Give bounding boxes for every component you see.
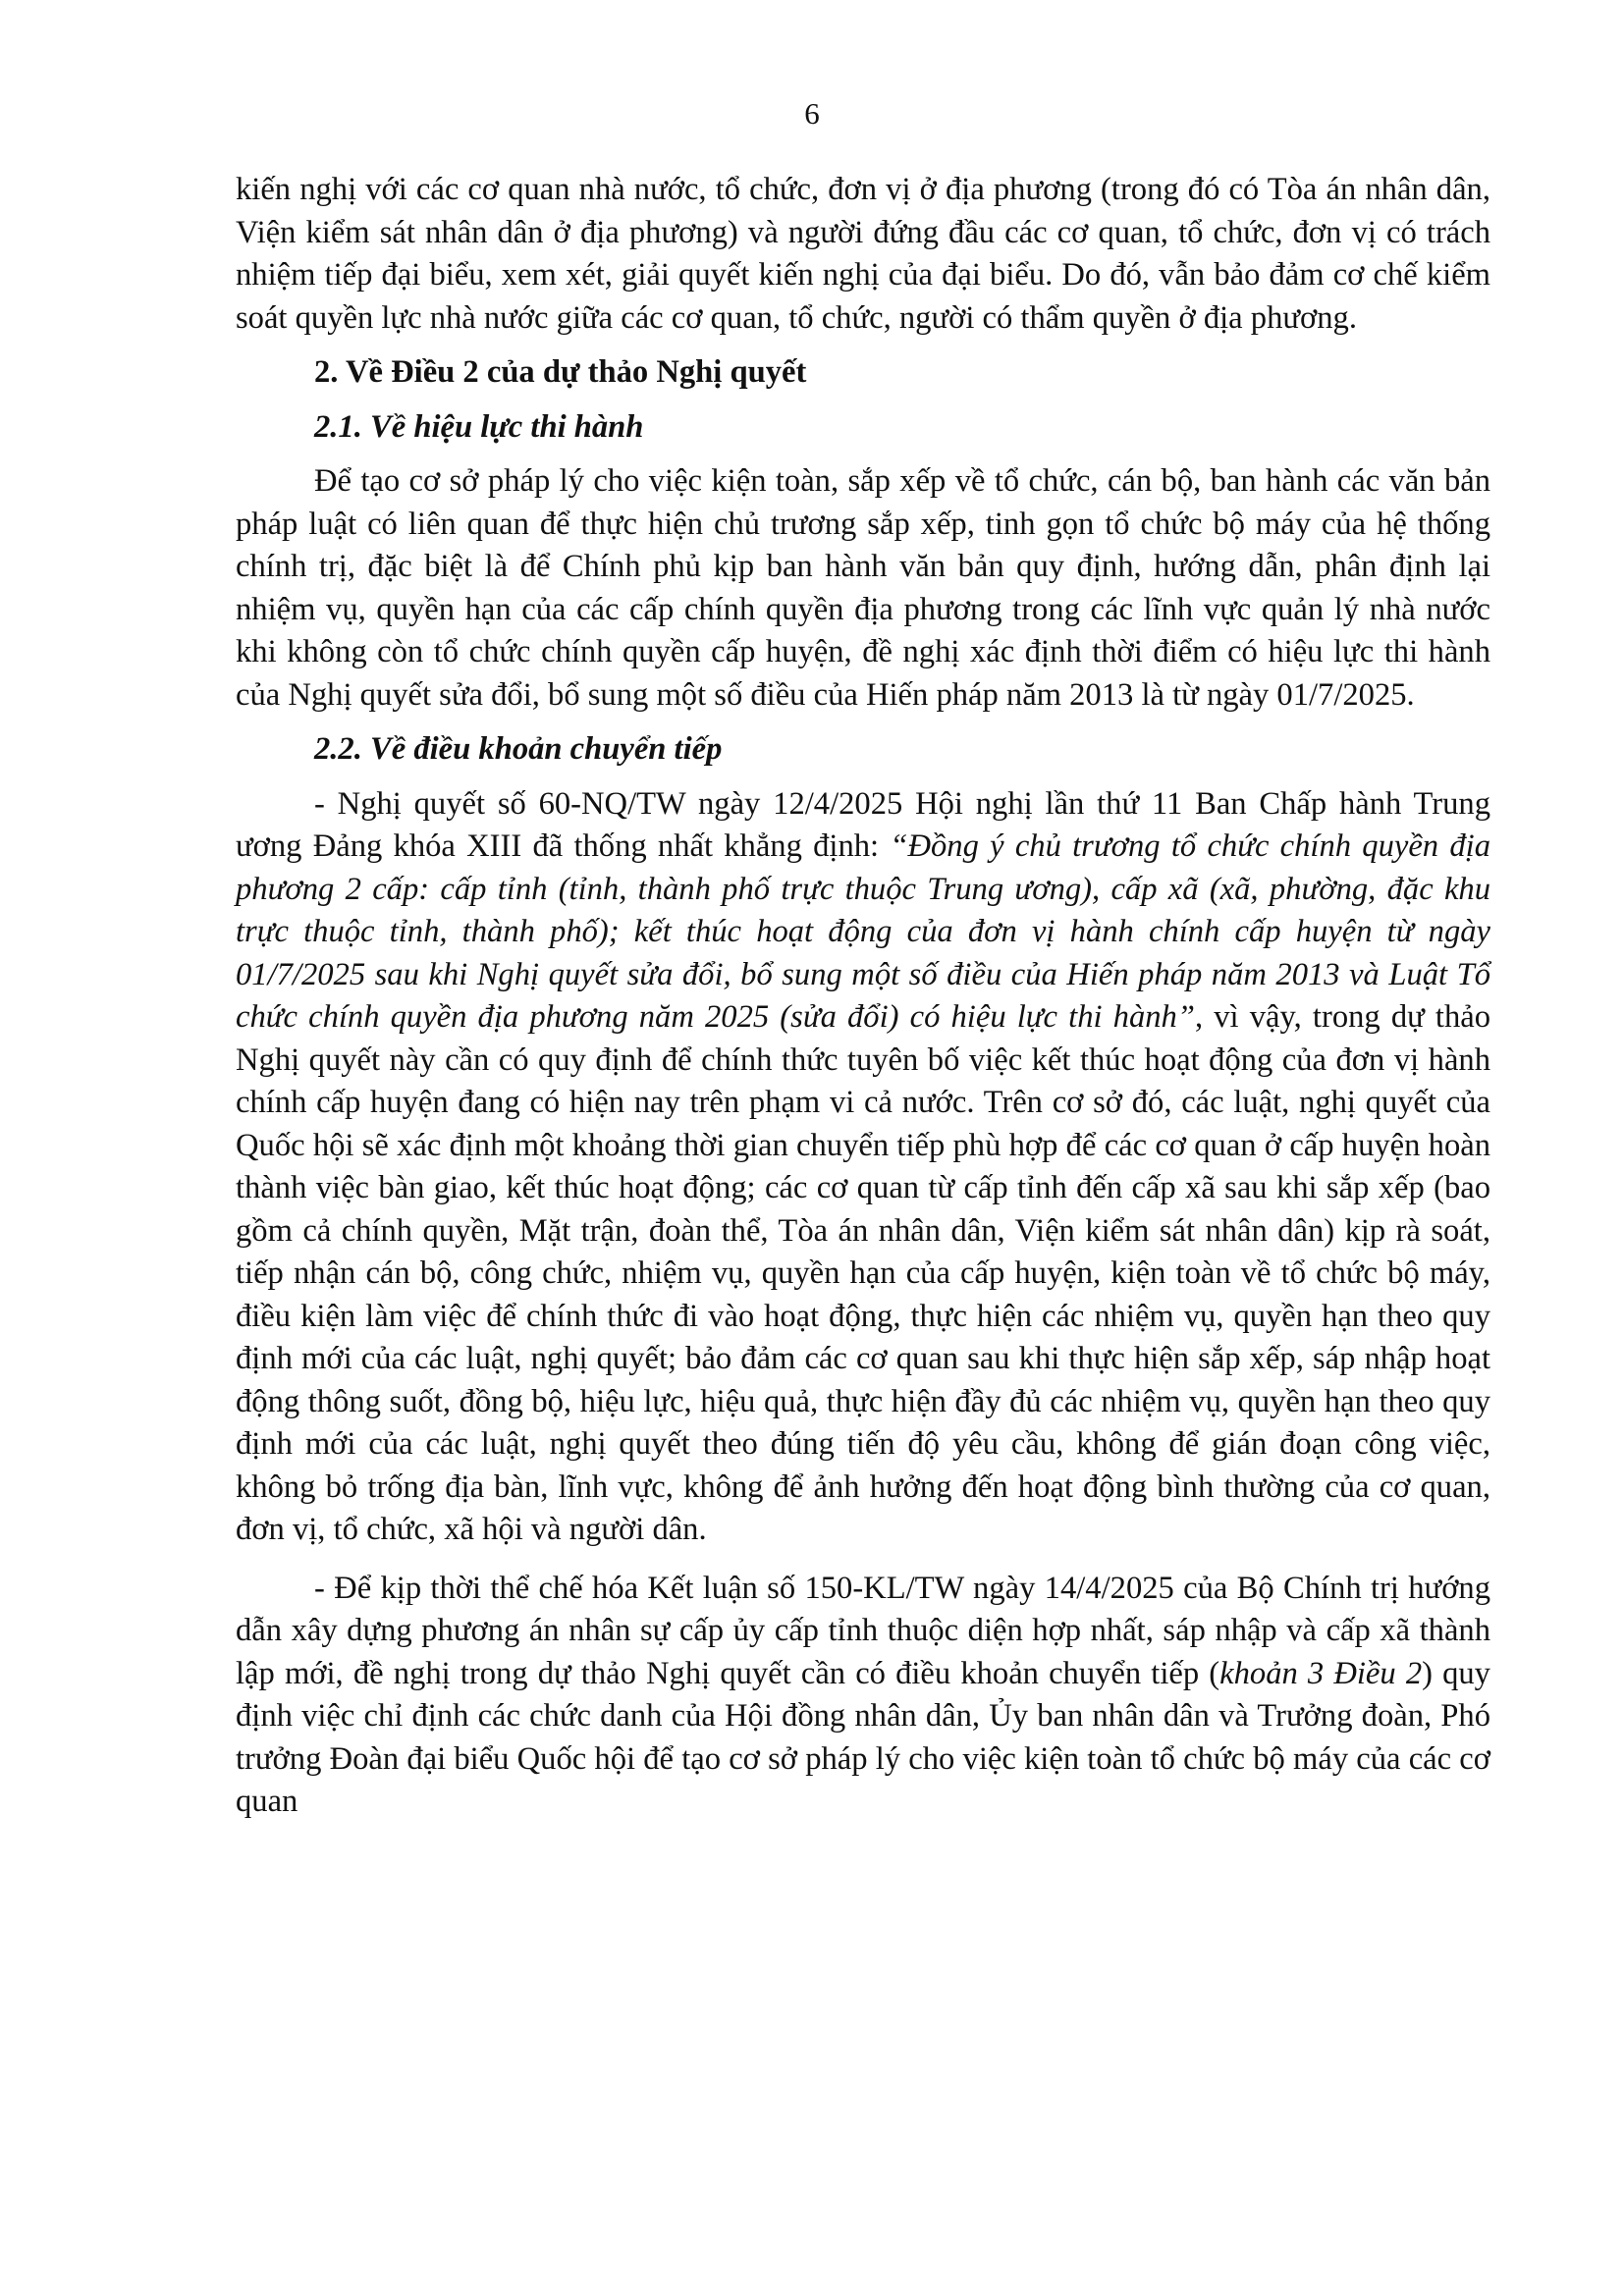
paragraph-resolution-60 bbox=[236, 783, 1490, 1552]
page-number: 6 bbox=[804, 96, 820, 131]
resolution-60-intro: - Nghị quyết số 60-NQ/TW ngày 12/4/2025 Hội nghị lần thứ 11 Ban Chấp hành Trung ương Đảng khóa XIII đã thống nhất khẳng định: bbox=[236, 785, 1490, 864]
heading-effectiveness: 2.1. Về hiệu lực thi hành bbox=[314, 408, 644, 445]
resolution-60-quote: “Đồng ý chủ trương tổ chức chính quyền địa phương 2 cấp: cấp tỉnh (tỉnh, thành phố trực thuộc Trung ương), cấp xã (xã, phường, đặc khu trực thuộc tỉnh, thành phố); kết thúc hoạt động của đơn vị hành chính cấp huyện từ ngày 01/7/2025 sau khi Nghị quyết sửa đổi, bổ sung một số điều của Hiến pháp năm 2013 và Luật Tổ chức chính quyền địa phương năm 2025 (sửa đổi) có hiệu lực thi hành” bbox=[236, 828, 1490, 1035]
heading-article-2: 2. Về Điều 2 của dự thảo Nghị quyết bbox=[314, 354, 807, 390]
conclusion-150-body: ) quy định việc chỉ định các chức danh của Hội đồng nhân dân, Ủy ban nhân dân và Trưởng đoàn, Phó trưởng Đoàn đại biểu Quốc hội để tạo cơ sở pháp lý cho việc kiện toàn tổ chức bộ máy của các cơ quan bbox=[236, 1655, 1490, 1819]
paragraph-effectiveness: Để tạo cơ sở pháp lý cho việc kiện toàn, sắp xếp về tổ chức, cán bộ, ban hành các văn bản pháp luật có liên quan để thực hiện chủ trương sắp xếp, tinh gọn tổ chức bộ máy của hệ thống chính trị, đặc biệt là để Chính phủ kịp ban hành văn bản quy định, hướng dẫn, phân định lại nhiệm vụ, quyền hạn của các cấp chính quyền địa phương trong các lĩnh vực quản lý nhà nước khi không còn tổ chức chính quyền cấp huyện, đề nghị xác định thời điểm có hiệu lực thi hành của Nghị quyết sửa đổi, bổ sung một số điều của Hiến pháp năm 2013 là từ ngày 01/7/2025. bbox=[236, 463, 1490, 713]
page-body bbox=[236, 169, 1490, 1824]
resolution-60-body: , vì vậy, trong dự thảo Nghị quyết này cần có quy định để chính thức tuyên bố việc kết thúc hoạt động của đơn vị hành chính cấp huyện đang có hiện nay trên phạm vi cả nước. Trên cơ sở đó, các luật, nghị quyết của Quốc hội sẽ xác định một khoảng thời gian chuyển tiếp phù hợp để các cơ quan ở cấp huyện hoàn thành việc bàn giao, kết thúc hoạt động; các cơ quan từ cấp tỉnh đến cấp xã sau khi sắp xếp (bao gồm cả chính quyền, Mặt trận, đoàn thể, Tòa án nhân dân, Viện kiểm sát nhân dân) kịp rà soát, tiếp nhận cán bộ, công chức, nhiệm vụ, quyền hạn của cấp huyện, kiện toàn về tổ chức bộ máy, điều kiện làm việc để chính thức đi vào hoạt động, thực hiện các nhiệm vụ, quyền hạn theo quy định mới của các luật, nghị quyết; bảo đảm các cơ quan sau khi thực hiện sắp xếp, sáp nhập hoạt động thông suốt, đồng bộ, hiệu lực, hiệu quả, thực hiện đầy đủ các nhiệm vụ, quyền hạn theo quy định mới của các luật, nghị quyết theo đúng tiến độ yêu cầu, không để gián đoạn công việc, không bỏ trống địa bàn, lĩnh vực, không để ảnh hưởng đến hoạt động bình thường của cơ quan, đơn vị, tổ chức, xã hội và người dân. bbox=[236, 999, 1491, 1547]
conclusion-150-intro: - Để kịp thời thể chế hóa Kết luận số 150-KL/TW ngày 14/4/2025 của Bộ Chính trị hướng dẫn xây dựng phương án nhân sự cấp ủy cấp tỉnh thuộc diện hợp nhất, sáp nhập và cấp xã thành lập mới, đề nghị trong dự thảo Nghị quyết cần có điều khoản chuyển tiếp ( bbox=[236, 1570, 1490, 1691]
conclusion-150-reference: khoản 3 Điều 2 bbox=[1219, 1655, 1423, 1691]
heading-transitional-provisions: 2.2. Về điều khoản chuyển tiếp bbox=[314, 731, 723, 767]
paragraph-conclusion-150 bbox=[236, 1568, 1490, 1824]
paragraph-continued: kiến nghị với các cơ quan nhà nước, tổ chức, đơn vị ở địa phương (trong đó có Tòa án nhân dân, Viện kiểm sát nhân dân ở địa phương) và người đứng đầu các cơ quan, tổ chức, đơn vị có trách nhiệm tiếp đại biểu, xem xét, giải quyết kiến nghị của đại biểu. Do đó, vẫn bảo đảm cơ chế kiểm soát quyền lực nhà nước giữa các cơ quan, tổ chức, người có thẩm quyền ở địa phương. bbox=[236, 172, 1490, 336]
